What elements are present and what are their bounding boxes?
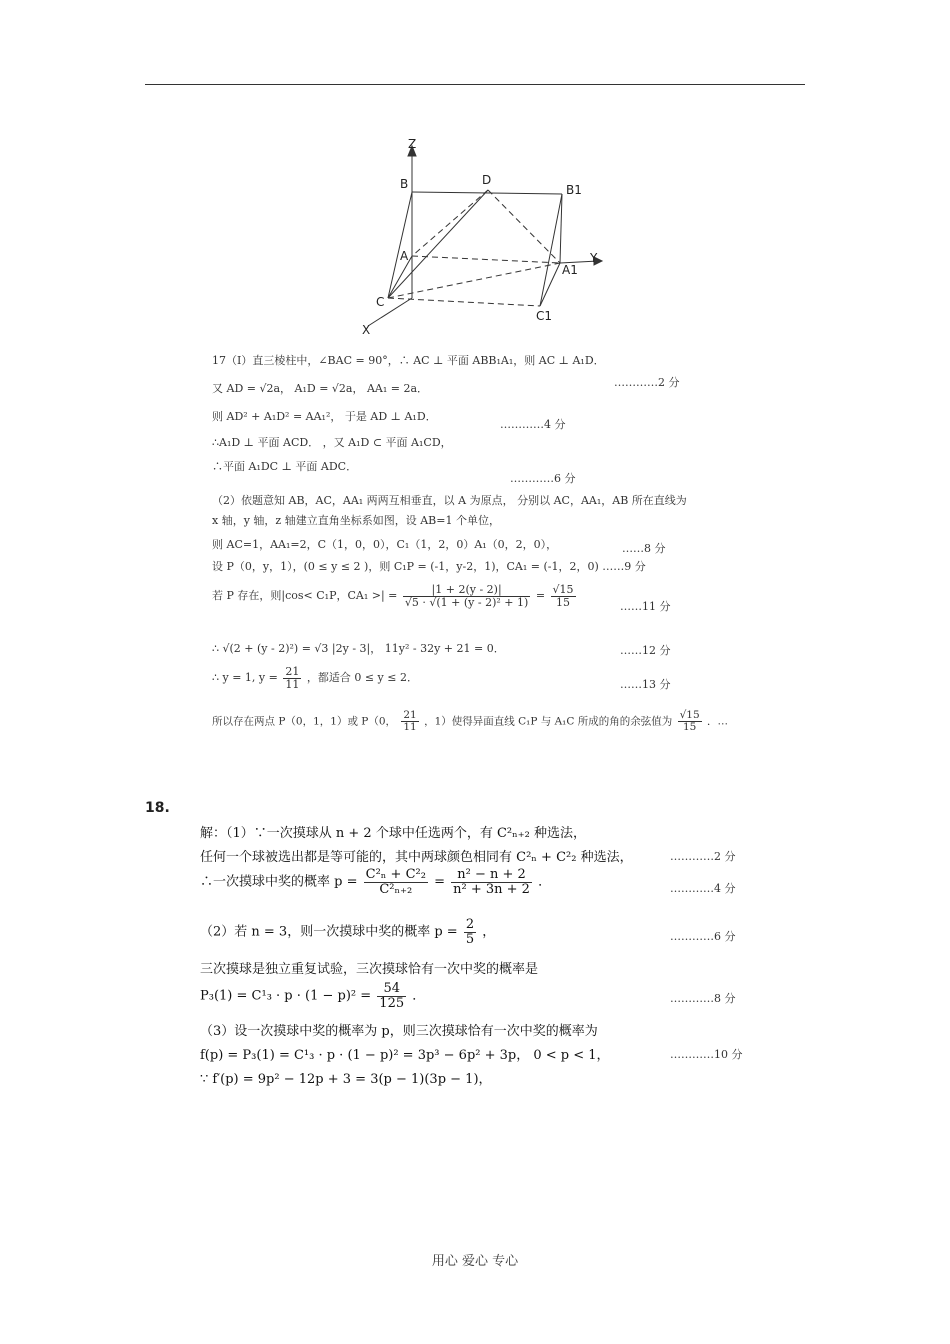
edge-c-c1 [388,298,540,306]
prism-figure [340,138,620,338]
edge-d-a [412,190,488,256]
q17-y-fraction [283,666,301,690]
q17-cos-denominator: √5 · √(1 + (y - 2)² + 1) [404,595,529,609]
label-b1: B1 [566,183,582,197]
label-z: Z [408,138,417,151]
edge-a-a1 [412,256,560,263]
q18-line-9: ∵ f′(p) = 9p² − 12p + 3 = 3(p − 1)(3p − 1)， [200,1072,492,1087]
q18-prob-den-1: C²ₙ₊₂ [379,881,413,897]
q17-line-10 [212,584,578,608]
q18-prob-num-1: C²ₙ + C²₂ [365,867,426,882]
q18-line-6-prefix: P₃(1) = C¹₃ · p · (1 − p)² = [200,988,372,1004]
edge-a1-c1 [540,263,560,306]
q18-mark-4: …………6 分 [670,930,736,943]
q18-line-3-prefix: ∴一次摸球中奖的概率 p = [200,874,358,890]
q18-number: 18. [145,800,170,816]
q17-line-13-suffix: ．… [707,715,729,728]
q18-p-den: 5 [465,931,475,947]
q17-mark-3: …………4 分 [500,418,566,431]
q18-line-7: （3）设一次摸球中奖的概率为 p，则三次摸球恰有一次中奖的概率为 [200,1024,598,1039]
q17-p-den: 11 [403,721,417,734]
q17-cos-value-num: √15 [679,709,700,721]
edge-c-a1 [388,263,560,298]
q17-line-3: 则 AD² + A₁D² = AA₁²， 于是 AD ⊥ A₁D． [212,410,437,423]
q17-line-11: ∴ √(2 + (y - 2)²) = √3 |2y - 3|， 11y² - 32y + 21 = 0． [212,642,505,655]
q17-line-13 [212,710,728,733]
label-c1: C1 [536,309,553,323]
q18-p3-num: 54 [377,982,406,997]
q18-line-3-suffix: ． [538,874,552,890]
q17-mark-8: ……8 分 [622,542,666,555]
label-a: A [400,249,409,263]
q17-y-num: 21 [285,665,300,678]
q18-prob-fraction-2 [451,868,532,896]
label-b: B [400,177,409,191]
q18-mark-6: …………8 分 [670,992,736,1005]
q17-line-6: （2）依题意知 AB，AC，AA₁ 两两互相垂直，以 A 为原点， 分别以 AC，AA₁，AB 所在直线为 [212,494,687,507]
q17-line-9: 设 P（0，y，1），(0 ≤ y ≤ 2 )，则 C₁P = (-1，y-2，1)，CA₁ = (-1，2，0) ……9 分 [212,560,646,573]
q18-p3-den: 125 [379,995,405,1011]
q17-cos-numerator: |1 + 2(y - 2)| [403,584,530,597]
q17-line-13-prefix: 所以存在两点 P（0，1，1）或 P（0， [212,715,397,728]
q18-p3-fraction [377,982,406,1010]
label-x: X [362,323,371,337]
q17-mark-10: ……11 分 [620,600,671,613]
q18-prob-num-2: n² − n + 2 [451,868,532,883]
q18-line-6-suffix: ． [412,988,426,1004]
q17-cos-value [678,710,702,733]
q18-mark-2: …………2 分 [670,850,736,863]
q17-cos-equals: = [535,589,546,603]
q18-line-5: 三次摸球是独立重复试验，三次摸球恰有一次中奖的概率是 [200,962,539,977]
q17-line-2: 又 AD = √2a， A₁D = √2a， AA₁ = 2a． [212,382,429,395]
q17-line-4: ∴A₁D ⊥ 平面 ACD． ，又 A₁D ⊂ 平面 A₁CD， [212,436,452,449]
q17-p-num: 21 [403,709,417,721]
q18-mark-3: …………4 分 [670,882,736,895]
label-y: Y [590,251,598,265]
q17-cos-value-den: 15 [682,721,697,734]
q18-p-fraction [464,918,476,946]
q18-line-2: 任何一个球被选出都是等可能的，其中两球颜色相同有 C²ₙ + C²₂ 种选法， [200,850,633,865]
edge-d-a1 [488,190,560,263]
q17-line-12-prefix: ∴ y = 1, y = [212,671,278,685]
header-rule [145,84,805,85]
q18-line-6 [200,982,425,1010]
q18-p-num: 2 [465,917,475,932]
q18-mark-8: …………10 分 [670,1048,743,1061]
edge-b1-c1 [540,194,562,306]
edge-b-b1 [412,192,562,194]
q17-line-1: 17（Ⅰ）直三棱柱中，∠BAC = 90°，∴ AC ⊥ 平面 ABB₁A₁，则 AC ⊥ A₁D． [212,354,605,367]
q18-line-4-prefix: （2）若 n = 3，则一次摸球中奖的概率 p = [200,924,458,940]
page-footer: 用心 爱心 专心 [431,1254,519,1269]
label-c: C [376,295,385,309]
label-a1: A1 [562,263,578,277]
q17-cos-result-den: 15 [556,595,571,609]
q17-cos-fraction [403,584,530,608]
q18-line-3 [200,868,551,896]
q17-line-12-suffix: ，都适合 0 ≤ y ≤ 2． [306,671,418,685]
q17-cos-result [551,584,576,608]
q18-line-1: 解：（1）∵一次摸球从 n + 2 个球中任选两个，有 C²ₙ₊₂ 种选法， [200,826,586,841]
q18-line-4-suffix: ， [482,924,496,940]
q18-prob-den-2: n² + 3n + 2 [453,881,530,897]
edge-d-c [388,190,488,298]
label-d: D [482,173,492,187]
q18-prob-fraction-1 [364,868,428,896]
q18-line-4 [200,918,495,946]
q17-cos-result-num: √15 [552,583,574,596]
q17-mark-12: ……13 分 [620,678,671,691]
q17-line-13-middle: ，1）使得异面直线 C₁P 与 A₁C 所成的角的余弦值为 [424,715,673,728]
q17-y-den: 11 [285,677,300,691]
q17-mark-11: ……12 分 [620,644,671,657]
q17-line-5: ∴平面 A₁DC ⊥ 平面 ADC． [212,460,358,473]
x-axis [368,298,412,326]
edge-b-c [388,192,412,298]
q17-line-7: x 轴，y 轴，z 轴建立直角坐标系如图，设 AB=1 个单位， [212,514,500,527]
q17-line-12 [212,666,418,690]
q18-prob-equals: = [434,874,445,890]
q17-mark-5: …………6 分 [510,472,576,485]
q17-line-10-prefix: 若 P 存在，则|cos< C₁P，CA₁ >| = [212,589,398,603]
q17-p-fraction [401,710,418,733]
q17-mark-1: …………2 分 [614,376,680,389]
q18-line-8: f(p) = P₃(1) = C¹₃ · p · (1 − p)² = 3p³ − 6p² + 3p， 0 < p < 1， [200,1048,610,1063]
q17-line-8: 则 AC=1，AA₁=2，C（1，0，0），C₁（1，2，0）A₁（0，2，0）， [212,538,558,551]
